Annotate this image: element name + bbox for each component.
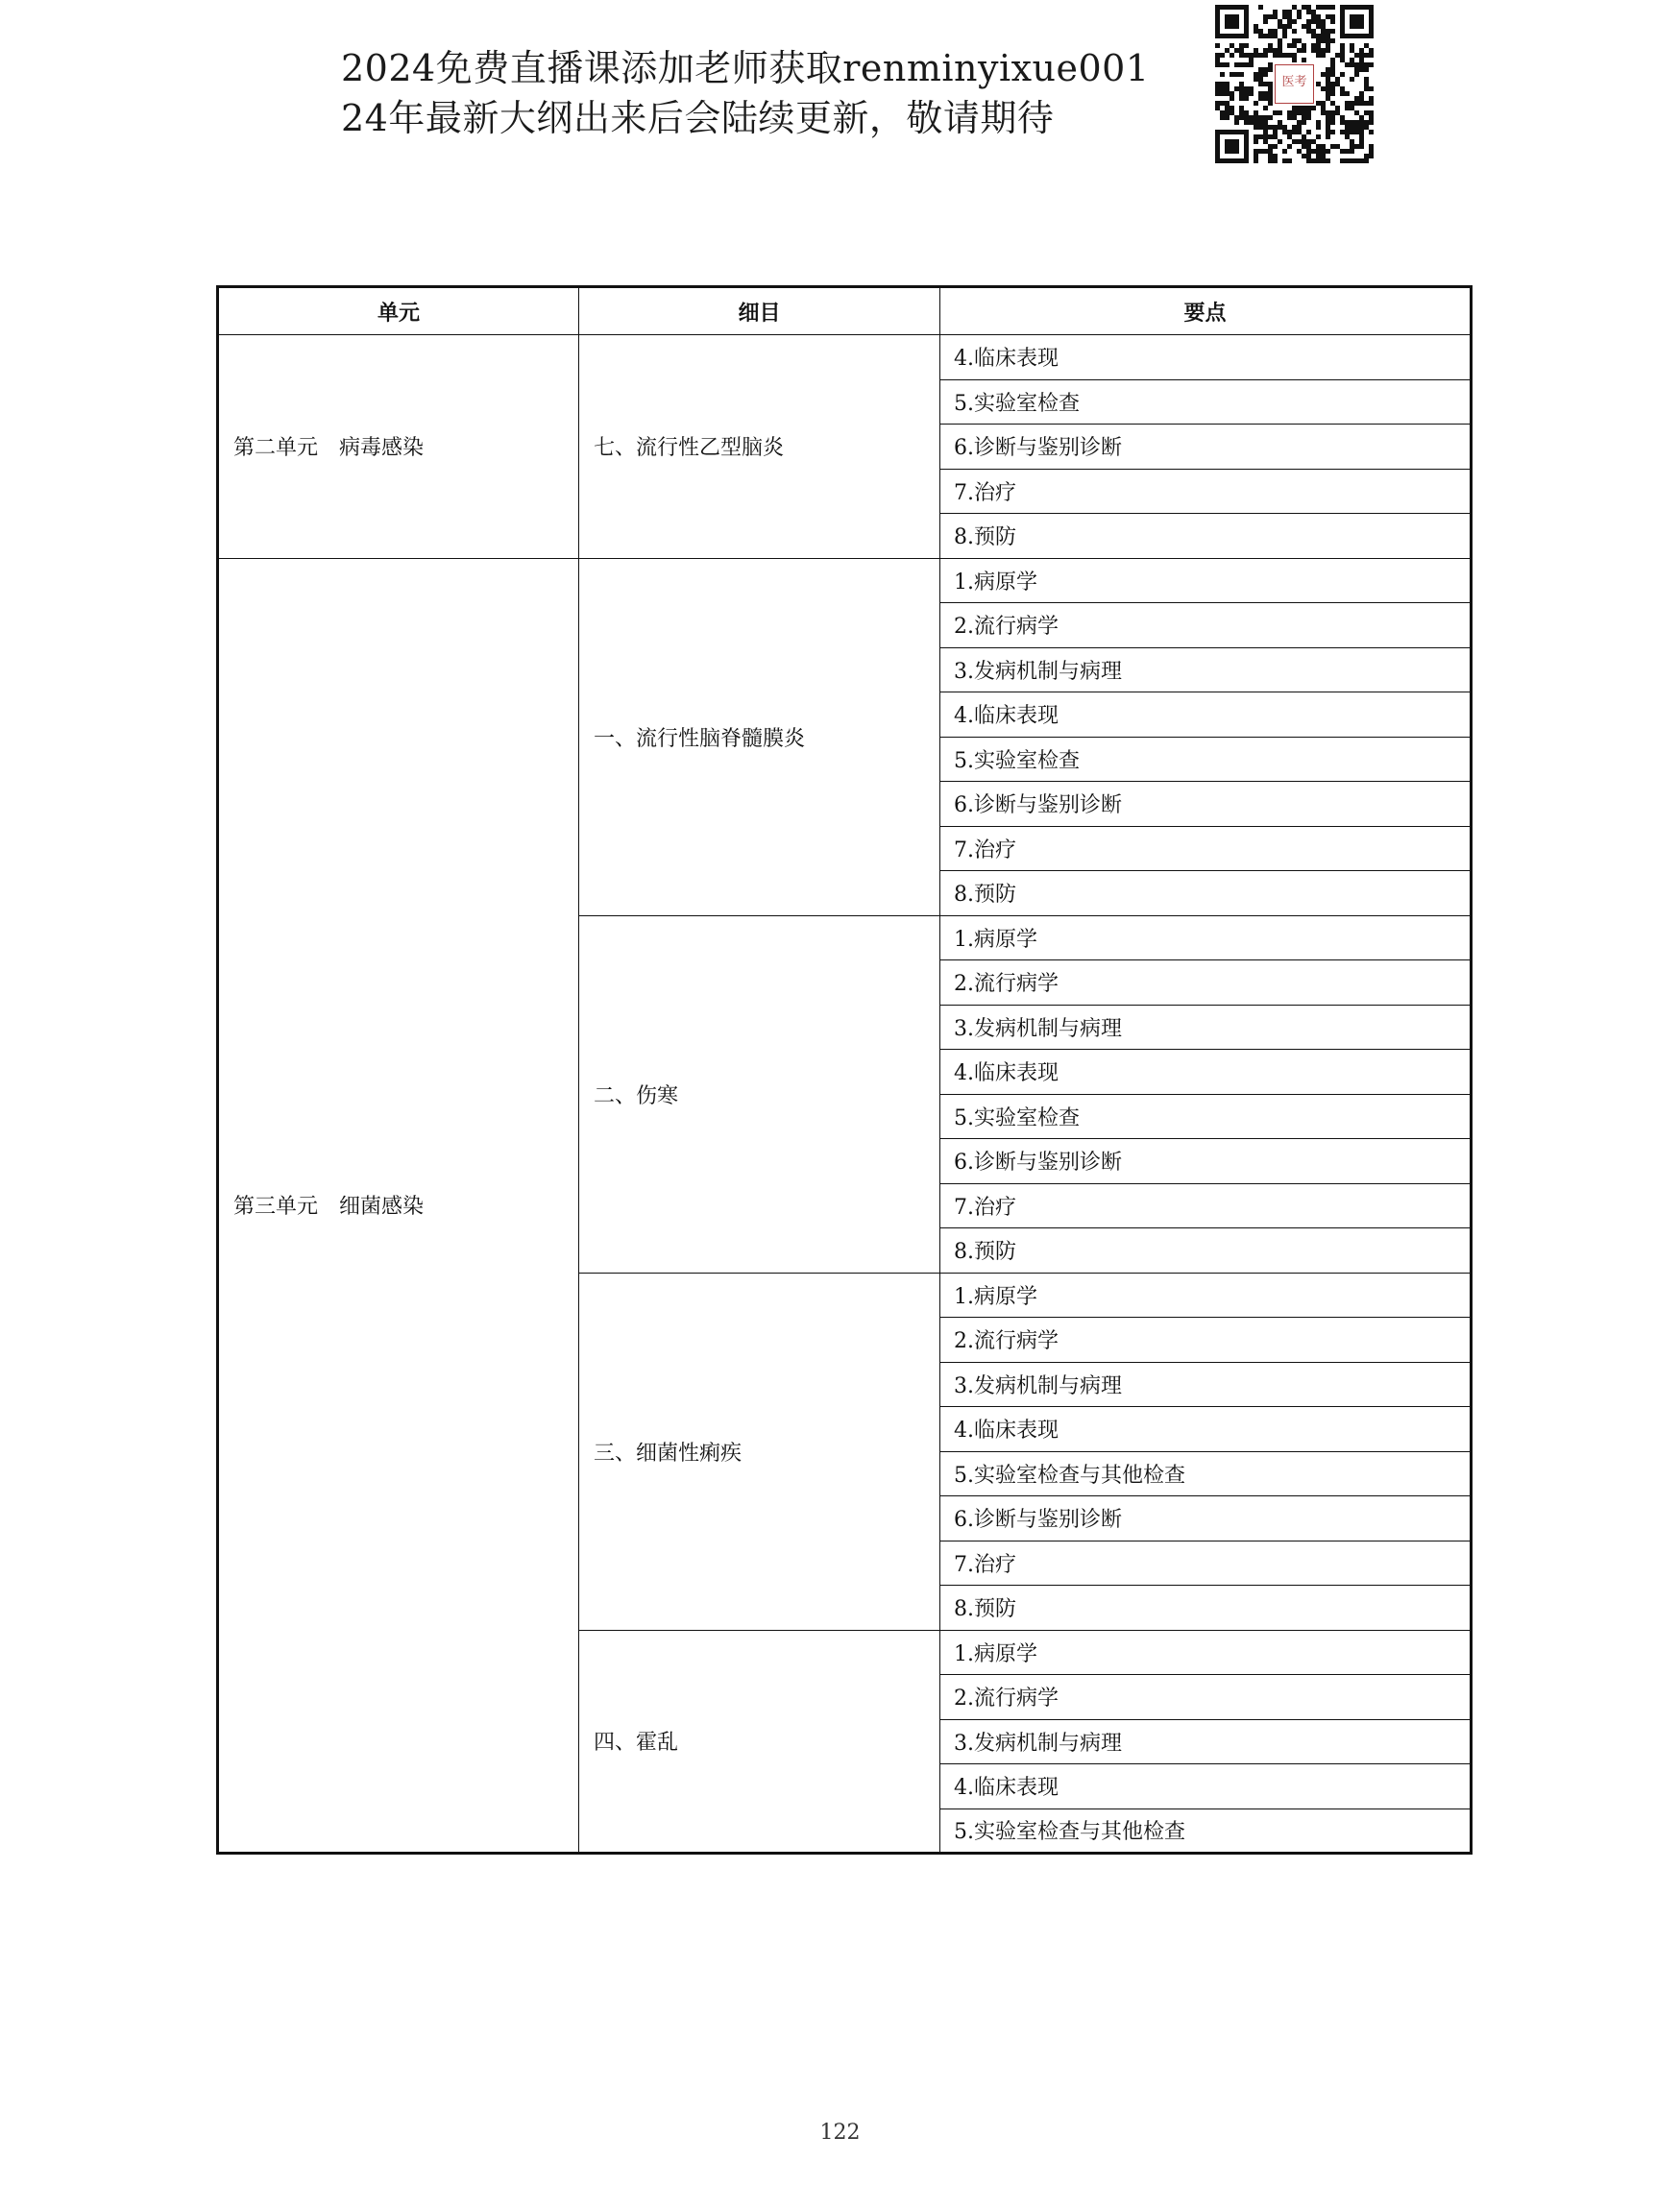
section-cell: 三、细菌性痢疾: [579, 1273, 940, 1630]
section-cell: 一、流行性脑脊髓膜炎: [579, 558, 940, 915]
unit-cell: 第二单元 病毒感染: [218, 335, 579, 559]
point-cell: 7.治疗: [940, 1541, 1472, 1586]
point-cell: 4.临床表现: [940, 1407, 1472, 1452]
point-cell: 5.实验室检查: [940, 737, 1472, 782]
header-section: 细目: [579, 287, 940, 335]
point-cell: 2.流行病学: [940, 1675, 1472, 1720]
point-cell: 2.流行病学: [940, 1318, 1472, 1363]
point-cell: 4.临床表现: [940, 335, 1472, 380]
point-cell: 6.诊断与鉴别诊断: [940, 1139, 1472, 1184]
point-cell: 7.治疗: [940, 469, 1472, 514]
point-cell: 4.临床表现: [940, 692, 1472, 738]
header-line-1: 2024免费直播课添加老师获取renminyixue001: [341, 47, 1150, 89]
point-cell: 7.治疗: [940, 826, 1472, 871]
point-cell: 5.实验室检查: [940, 379, 1472, 425]
point-cell: 3.发病机制与病理: [940, 1719, 1472, 1764]
point-cell: 6.诊断与鉴别诊断: [940, 425, 1472, 470]
syllabus-table: [216, 285, 1473, 1855]
point-cell: 1.病原学: [940, 1630, 1472, 1675]
header-point: 要点: [940, 287, 1472, 335]
point-cell: 1.病原学: [940, 915, 1472, 960]
header-banner: [341, 43, 1150, 143]
point-cell: 8.预防: [940, 1586, 1472, 1631]
point-cell: 5.实验室检查: [940, 1094, 1472, 1139]
point-cell: 8.预防: [940, 871, 1472, 916]
page-number: 122: [819, 2121, 861, 2145]
point-cell: 3.发病机制与病理: [940, 1362, 1472, 1407]
section-cell: 二、伤寒: [579, 915, 940, 1273]
point-cell: 2.流行病学: [940, 603, 1472, 648]
section-cell: 四、霍乱: [579, 1630, 940, 1854]
table-row: [218, 335, 1472, 380]
header-line-2: 24年最新大纲出来后会陆续更新，敬请期待: [341, 97, 1055, 139]
point-cell: 5.实验室检查与其他检查: [940, 1451, 1472, 1496]
qr-code-icon: [1215, 5, 1374, 163]
point-cell: 4.临床表现: [940, 1764, 1472, 1809]
point-cell: 6.诊断与鉴别诊断: [940, 1496, 1472, 1541]
point-cell: 3.发病机制与病理: [940, 647, 1472, 692]
point-cell: 8.预防: [940, 514, 1472, 559]
point-cell: 6.诊断与鉴别诊断: [940, 782, 1472, 827]
point-cell: 1.病原学: [940, 1273, 1472, 1318]
header-unit: 单元: [218, 287, 579, 335]
table-row: [218, 558, 1472, 603]
unit-cell: 第三单元 细菌感染: [218, 558, 579, 1854]
point-cell: 8.预防: [940, 1228, 1472, 1274]
point-cell: 4.临床表现: [940, 1050, 1472, 1095]
qr-center-label: 医考: [1281, 75, 1307, 89]
section-cell: 七、流行性乙型脑炎: [579, 335, 940, 559]
point-cell: 3.发病机制与病理: [940, 1005, 1472, 1050]
point-cell: 5.实验室检查与其他检查: [940, 1808, 1472, 1854]
point-cell: 2.流行病学: [940, 960, 1472, 1006]
table-header-row: [218, 287, 1472, 335]
point-cell: 1.病原学: [940, 558, 1472, 603]
point-cell: 7.治疗: [940, 1183, 1472, 1228]
